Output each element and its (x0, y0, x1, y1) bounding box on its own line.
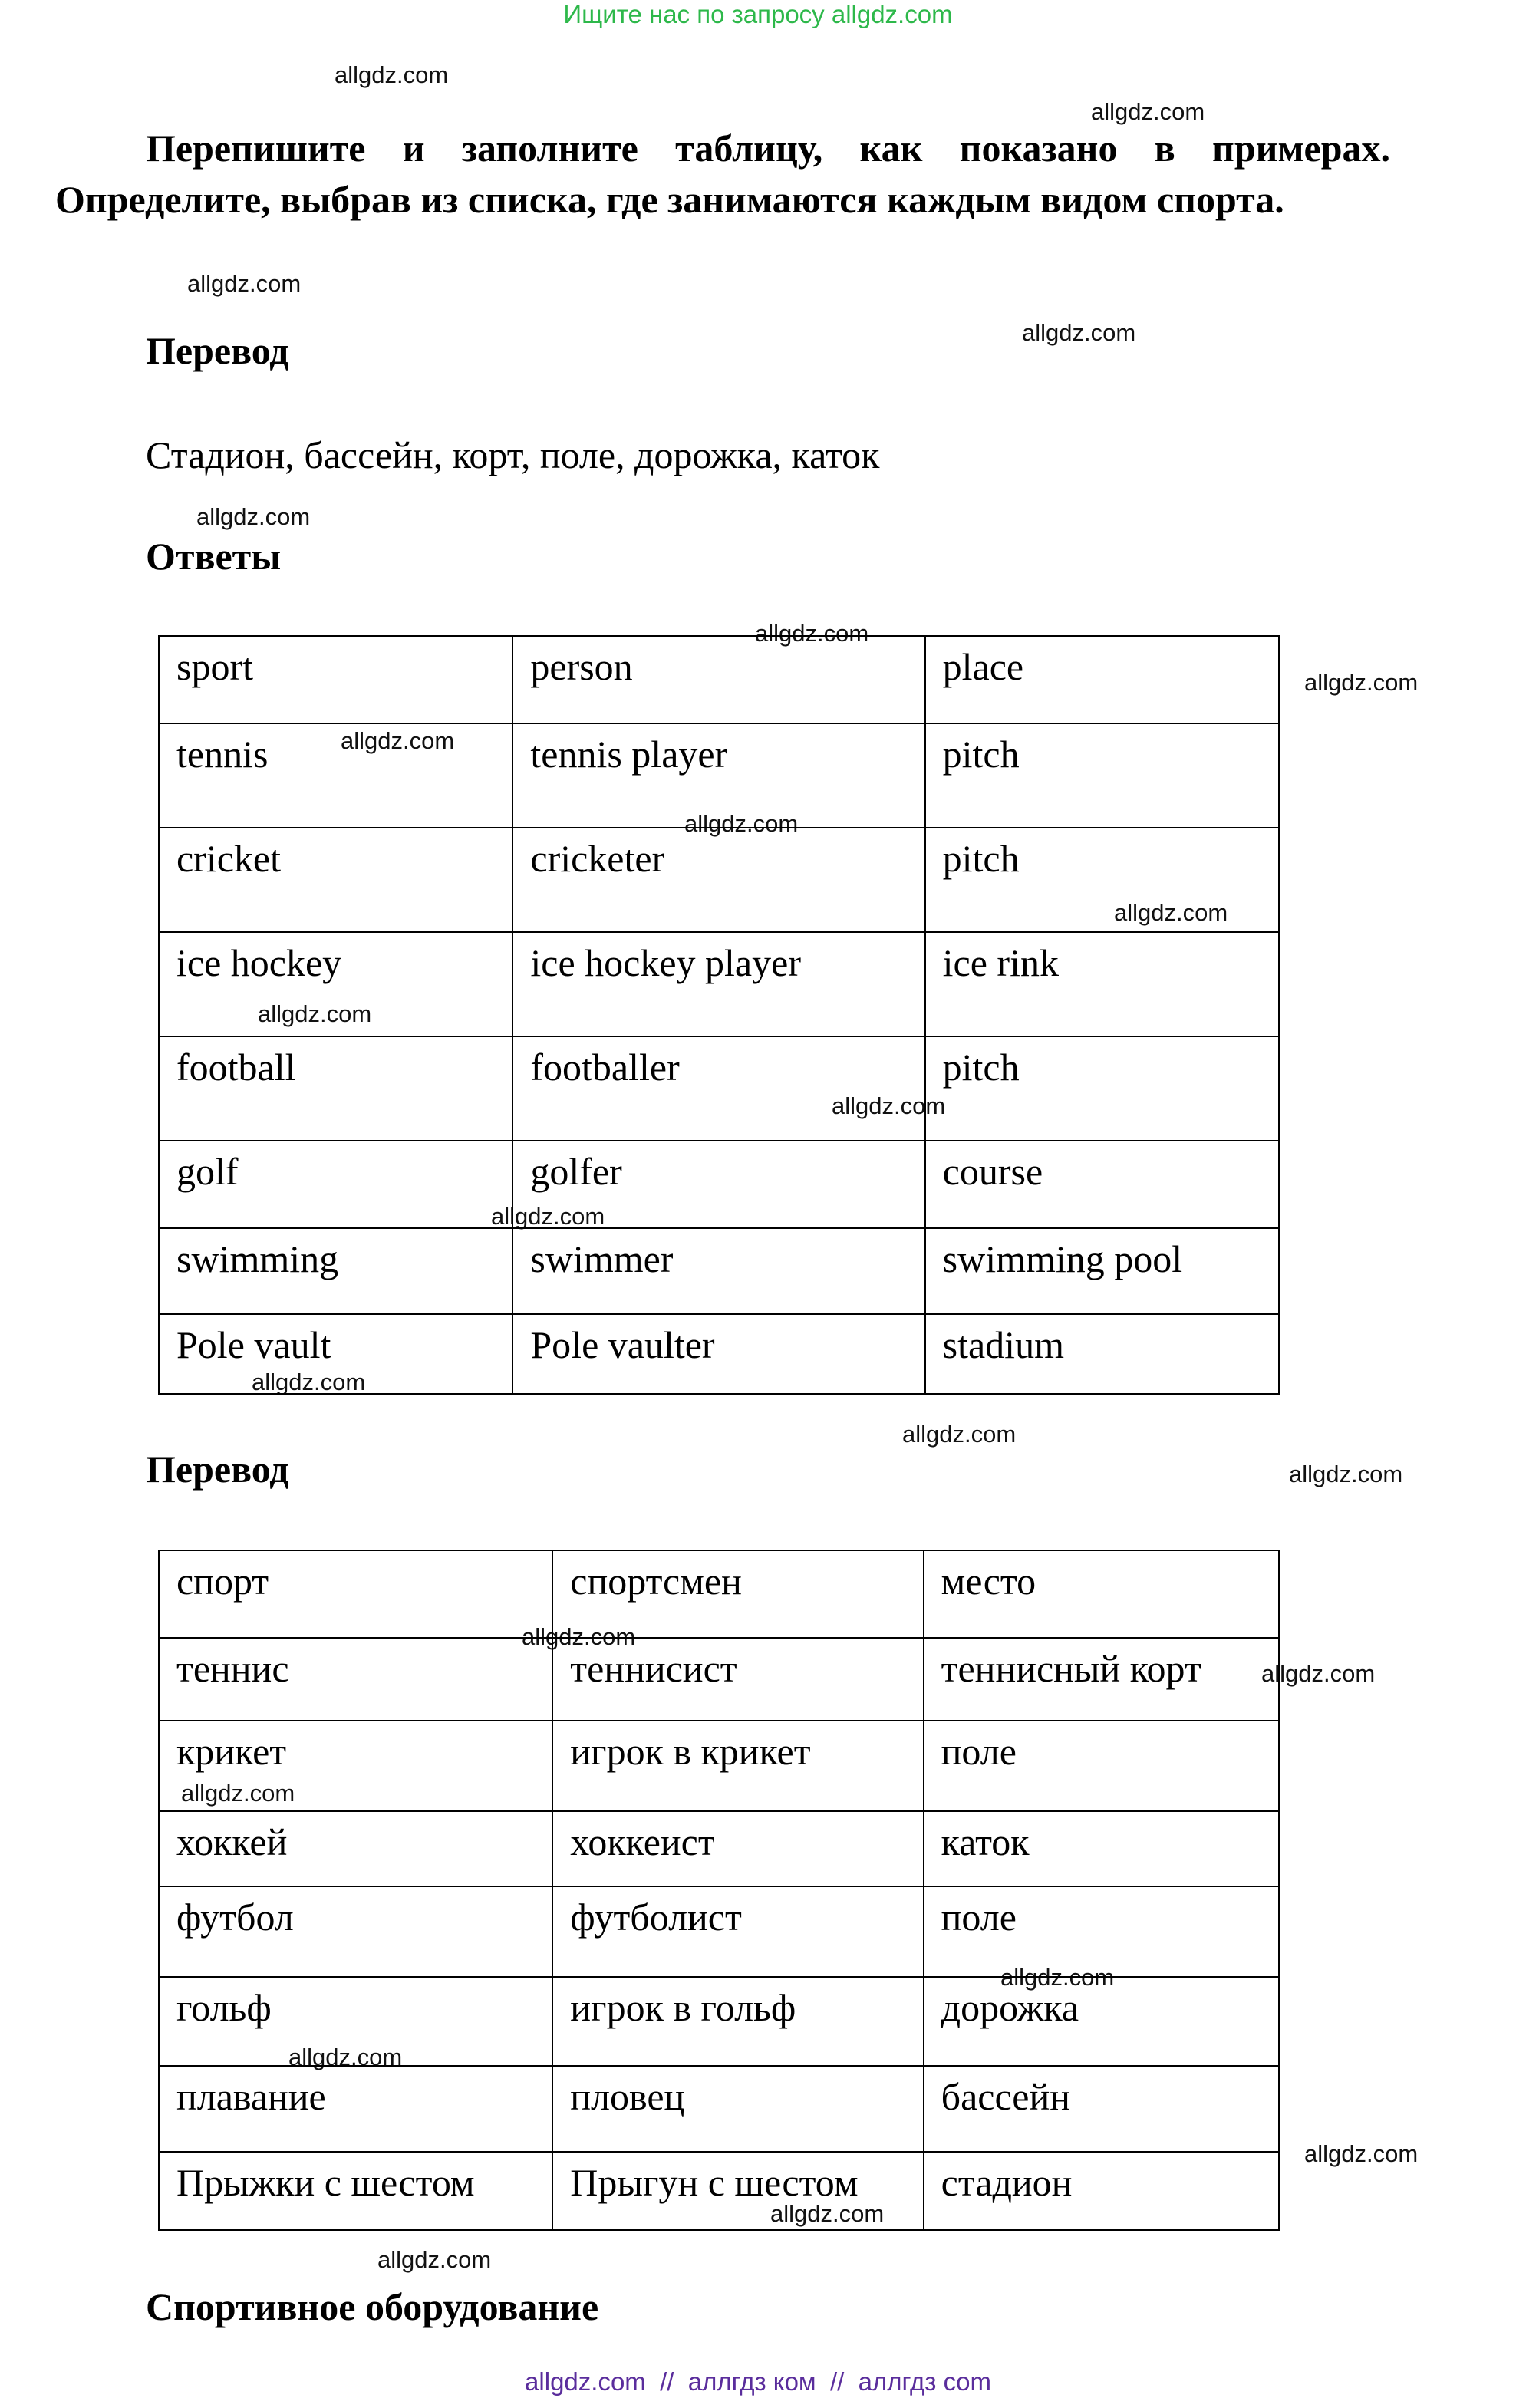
translation-table (158, 1550, 1280, 2231)
table-cell: Прыгун с шестом (553, 2153, 924, 2229)
table-cell: swimmer (513, 1229, 925, 1313)
watermark: allgdz.com (341, 727, 455, 754)
table-cell: course (926, 1141, 1280, 1227)
table-row (158, 1810, 1280, 1886)
watermark: allgdz.com (755, 620, 869, 647)
table-row (158, 827, 1280, 931)
table-cell: pitch (926, 828, 1280, 931)
table-row (158, 1720, 1280, 1810)
translation-heading: Перевод (146, 329, 289, 372)
table-cell: swimming (160, 1229, 513, 1313)
table-row (158, 1550, 1280, 1637)
table-row (158, 723, 1280, 827)
table-row (158, 1976, 1280, 2065)
table-cell: теннисный корт (924, 1639, 1280, 1720)
watermark: allgdz.com (288, 2044, 403, 2070)
table-row (158, 1886, 1280, 1976)
table-cell: ice hockey player (513, 933, 925, 1036)
table-cell: Прыжки с шестом (160, 2153, 553, 2229)
table-cell: ice hockey (160, 933, 513, 1036)
watermark: allgdz.com (1091, 98, 1205, 125)
watermark: allgdz.com (181, 1780, 295, 1807)
watermark: allgdz.com (1289, 1461, 1403, 1487)
table-cell: sport (160, 637, 513, 723)
translation-heading: Перевод (146, 1448, 289, 1491)
table-cell: плавание (160, 2067, 553, 2151)
table-cell: теннисист (553, 1639, 924, 1720)
answers-heading: Ответы (146, 535, 282, 578)
watermark: allgdz.com (258, 1000, 372, 1027)
table-cell: игрок в гольф (553, 1978, 924, 2065)
table-cell: person (513, 637, 925, 723)
table-cell: крикет (160, 1721, 553, 1810)
task-instruction: Перепишите и заполните таблицу, как показано в примерах. Определите, выбрав из списка, где занимаются каждым видом спорта. (55, 127, 1390, 221)
table-row (158, 1313, 1280, 1395)
watermark: allgdz.com (1261, 1660, 1376, 1687)
table-cell: pitch (926, 1037, 1280, 1140)
table-row (158, 931, 1280, 1036)
watermark: allgdz.com (684, 810, 799, 837)
table-cell: golf (160, 1141, 513, 1227)
answers-table (158, 635, 1280, 1395)
table-cell: футболист (553, 1887, 924, 1976)
table-row (158, 2151, 1280, 2231)
table-cell: бассейн (924, 2067, 1280, 2151)
table-cell: футбол (160, 1887, 553, 1976)
table-cell: место (924, 1551, 1280, 1637)
table-cell: footballer (513, 1037, 925, 1140)
table-cell: стадион (924, 2153, 1280, 2229)
table-cell: swimming pool (926, 1229, 1280, 1313)
table-cell: спорт (160, 1551, 553, 1637)
table-cell: дорожка (924, 1978, 1280, 2065)
table-cell: stadium (926, 1315, 1280, 1393)
watermark: allgdz.com (1304, 669, 1419, 696)
table-cell: football (160, 1037, 513, 1140)
table-cell: игрок в крикет (553, 1721, 924, 1810)
table-cell: golfer (513, 1141, 925, 1227)
watermark: allgdz.com (1000, 1964, 1115, 1991)
watermark: allgdz.com (1022, 319, 1136, 346)
table-cell: Pole vault (160, 1315, 513, 1393)
table-cell: Pole vaulter (513, 1315, 925, 1393)
table-cell: ice rink (926, 933, 1280, 1036)
table-row (158, 2065, 1280, 2151)
table-cell: tennis (160, 724, 513, 827)
table-cell: place (926, 637, 1280, 723)
table-row (158, 1227, 1280, 1313)
table-cell: теннис (160, 1639, 553, 1720)
top-banner[interactable]: Ищите нас по запросу allgdz.com (563, 0, 953, 28)
watermark: allgdz.com (187, 270, 302, 297)
table-cell: хоккей (160, 1812, 553, 1886)
equipment-heading: Спортивное оборудование (146, 2285, 599, 2328)
table-cell: пловец (553, 2067, 924, 2151)
table-cell: cricket (160, 828, 513, 931)
table-row (158, 1637, 1280, 1720)
watermark: allgdz.com (491, 1203, 605, 1230)
table-cell: поле (924, 1721, 1280, 1810)
footer-links[interactable]: allgdz.com // аллгдз ком // аллгдз com (525, 2367, 991, 2396)
table-cell: cricketer (513, 828, 925, 931)
watermark: allgdz.com (1304, 2140, 1419, 2167)
table-cell: pitch (926, 724, 1280, 827)
watermark: allgdz.com (522, 1623, 636, 1650)
places-list: Стадион, бассейн, корт, поле, дорожка, каток (146, 433, 880, 476)
table-cell: tennis player (513, 724, 925, 827)
table-cell: гольф (160, 1978, 553, 2065)
table-cell: поле (924, 1887, 1280, 1976)
table-cell: хоккеист (553, 1812, 924, 1886)
watermark: allgdz.com (832, 1092, 946, 1119)
watermark: allgdz.com (377, 2246, 492, 2273)
table-cell: спортсмен (553, 1551, 924, 1637)
table-cell: каток (924, 1812, 1280, 1886)
table-row (158, 1036, 1280, 1140)
watermark: allgdz.com (196, 503, 311, 530)
watermark: allgdz.com (1114, 899, 1228, 926)
table-row (158, 1140, 1280, 1227)
table-row (158, 635, 1280, 723)
watermark: allgdz.com (770, 2200, 885, 2227)
watermark: allgdz.com (252, 1369, 366, 1395)
watermark: allgdz.com (902, 1421, 1017, 1448)
watermark: allgdz.com (335, 61, 449, 88)
